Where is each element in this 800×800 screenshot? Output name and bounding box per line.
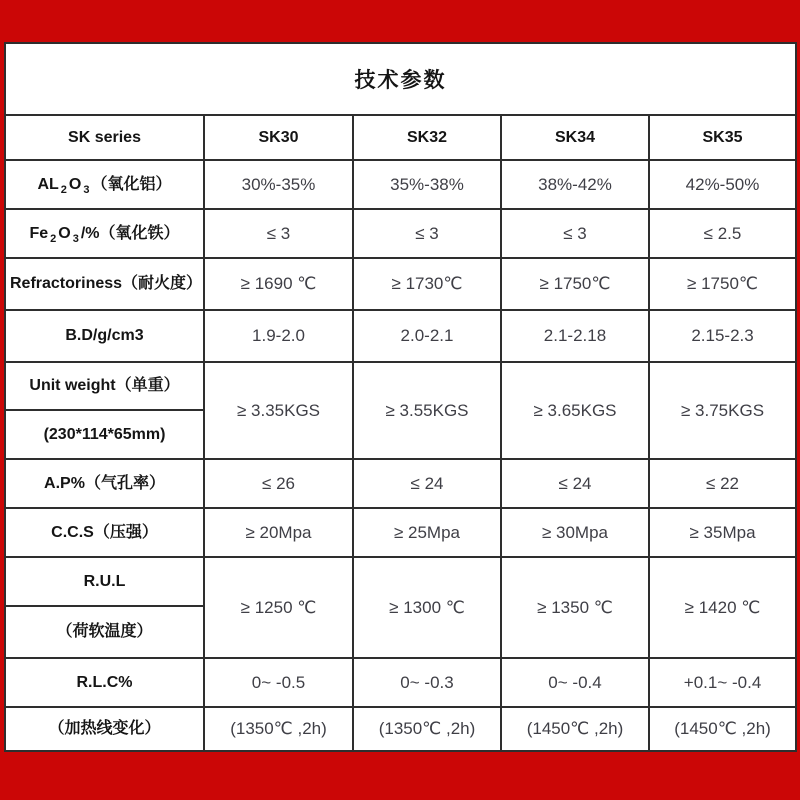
- rlc-sk32-value: 0~ -0.3: [353, 658, 501, 707]
- row-heating-linear-change: [5, 707, 796, 751]
- row-label-bulk-density: B.D/g/cm3: [5, 310, 204, 362]
- apparent-porosity-sk34-value: ≤ 24: [501, 459, 649, 508]
- bulk-density-sk34-value: 2.1-2.18: [501, 310, 649, 362]
- row-apparent-porosity: [5, 459, 796, 508]
- row-fe2o3: [5, 209, 796, 258]
- rul-sk32-value: ≥ 1300 ℃: [353, 557, 501, 658]
- apparent-porosity-sk30-value: ≤ 26: [204, 459, 353, 508]
- rul-sk35-value: ≥ 1420 ℃: [649, 557, 796, 658]
- table-title: 技术参数: [5, 43, 796, 115]
- unit-weight-sk30-value: ≥ 3.35KGS: [204, 362, 353, 459]
- fe2o3-sk35-value: ≤ 2.5: [649, 209, 796, 258]
- fe2o3-label-sub2: 3: [72, 232, 79, 245]
- unit-weight-sk34-value: ≥ 3.65KGS: [501, 362, 649, 459]
- row-label-rlc: R.L.C%: [5, 658, 204, 707]
- rlc-sk34-value: 0~ -0.4: [501, 658, 649, 707]
- rul-sk30-value: ≥ 1250 ℃: [204, 557, 353, 658]
- fe2o3-label-sub1: 2: [50, 232, 57, 245]
- fe2o3-sk30-value: ≤ 3: [204, 209, 353, 258]
- al2o3-label-pre: AL: [37, 175, 59, 193]
- heating-change-sk35-value: (1450℃ ,2h): [649, 707, 796, 751]
- fe2o3-sk32-value: ≤ 3: [353, 209, 501, 258]
- heating-change-sk30-value: (1350℃ ,2h): [204, 707, 353, 751]
- heating-change-sk34-value: (1450℃ ,2h): [501, 707, 649, 751]
- al2o3-label-mid: O: [68, 175, 82, 193]
- unit-weight-sk32-value: ≥ 3.55KGS: [353, 362, 501, 459]
- row-label-brick-size: (230*114*65mm): [5, 410, 204, 459]
- row-label-rul-chinese: （荷软温度）: [5, 606, 204, 658]
- row-label-fe2o3: [5, 209, 204, 258]
- header-sk-series: SK series: [5, 115, 204, 160]
- al2o3-sk32-value: 35%-38%: [353, 160, 501, 209]
- al2o3-sk35-value: 42%-50%: [649, 160, 796, 209]
- al2o3-sk30-value: 30%-35%: [204, 160, 353, 209]
- rlc-sk30-value: 0~ -0.5: [204, 658, 353, 707]
- ccs-sk32-value: ≥ 25Mpa: [353, 508, 501, 557]
- fe2o3-label-pre: Fe: [29, 224, 49, 242]
- refractoriness-sk35-value: ≥ 1750℃: [649, 258, 796, 310]
- row-label-refractoriness: Refractoriness（耐火度）: [5, 258, 204, 310]
- al2o3-label-post: （氧化铝）: [91, 175, 172, 193]
- row-unit-weight-line1: [5, 362, 796, 410]
- apparent-porosity-sk35-value: ≤ 22: [649, 459, 796, 508]
- fe2o3-sk34-value: ≤ 3: [501, 209, 649, 258]
- header-row: [5, 115, 796, 160]
- row-bulk-density: [5, 310, 796, 362]
- ccs-sk34-value: ≥ 30Mpa: [501, 508, 649, 557]
- fe2o3-label-mid: O: [58, 224, 71, 242]
- rul-sk34-value: ≥ 1350 ℃: [501, 557, 649, 658]
- row-label-rul: R.U.L: [5, 557, 204, 606]
- apparent-porosity-sk32-value: ≤ 24: [353, 459, 501, 508]
- ccs-sk30-value: ≥ 20Mpa: [204, 508, 353, 557]
- header-sk30: SK30: [204, 115, 353, 160]
- row-rul-line1: [5, 557, 796, 606]
- row-label-apparent-porosity: A.P%（气孔率）: [5, 459, 204, 508]
- refractoriness-sk32-value: ≥ 1730℃: [353, 258, 501, 310]
- rlc-sk35-value: +0.1~ -0.4: [649, 658, 796, 707]
- row-label-al2o3: [5, 160, 204, 209]
- header-sk35: SK35: [649, 115, 796, 160]
- title-row: [5, 43, 796, 115]
- heating-change-sk32-value: (1350℃ ,2h): [353, 707, 501, 751]
- row-rlc: [5, 658, 796, 707]
- al2o3-label-sub2: 3: [83, 183, 90, 196]
- row-label-ccs: C.C.S（压强）: [5, 508, 204, 557]
- refractoriness-sk30-value: ≥ 1690 ℃: [204, 258, 353, 310]
- bulk-density-sk35-value: 2.15-2.3: [649, 310, 796, 362]
- al2o3-label-sub1: 2: [60, 183, 67, 196]
- al2o3-sk34-value: 38%-42%: [501, 160, 649, 209]
- unit-weight-sk35-value: ≥ 3.75KGS: [649, 362, 796, 459]
- row-label-heating-linear-change: （加热线变化）: [5, 707, 204, 751]
- row-ccs: [5, 508, 796, 557]
- spec-table: [4, 42, 797, 752]
- bulk-density-sk32-value: 2.0-2.1: [353, 310, 501, 362]
- row-refractoriness: [5, 258, 796, 310]
- header-sk34: SK34: [501, 115, 649, 160]
- bulk-density-sk30-value: 1.9-2.0: [204, 310, 353, 362]
- header-sk32: SK32: [353, 115, 501, 160]
- fe2o3-label-post: /%（氧化铁）: [80, 224, 180, 242]
- refractoriness-sk34-value: ≥ 1750℃: [501, 258, 649, 310]
- row-al2o3: [5, 160, 796, 209]
- ccs-sk35-value: ≥ 35Mpa: [649, 508, 796, 557]
- row-label-unit-weight: Unit weight（单重）: [5, 362, 204, 410]
